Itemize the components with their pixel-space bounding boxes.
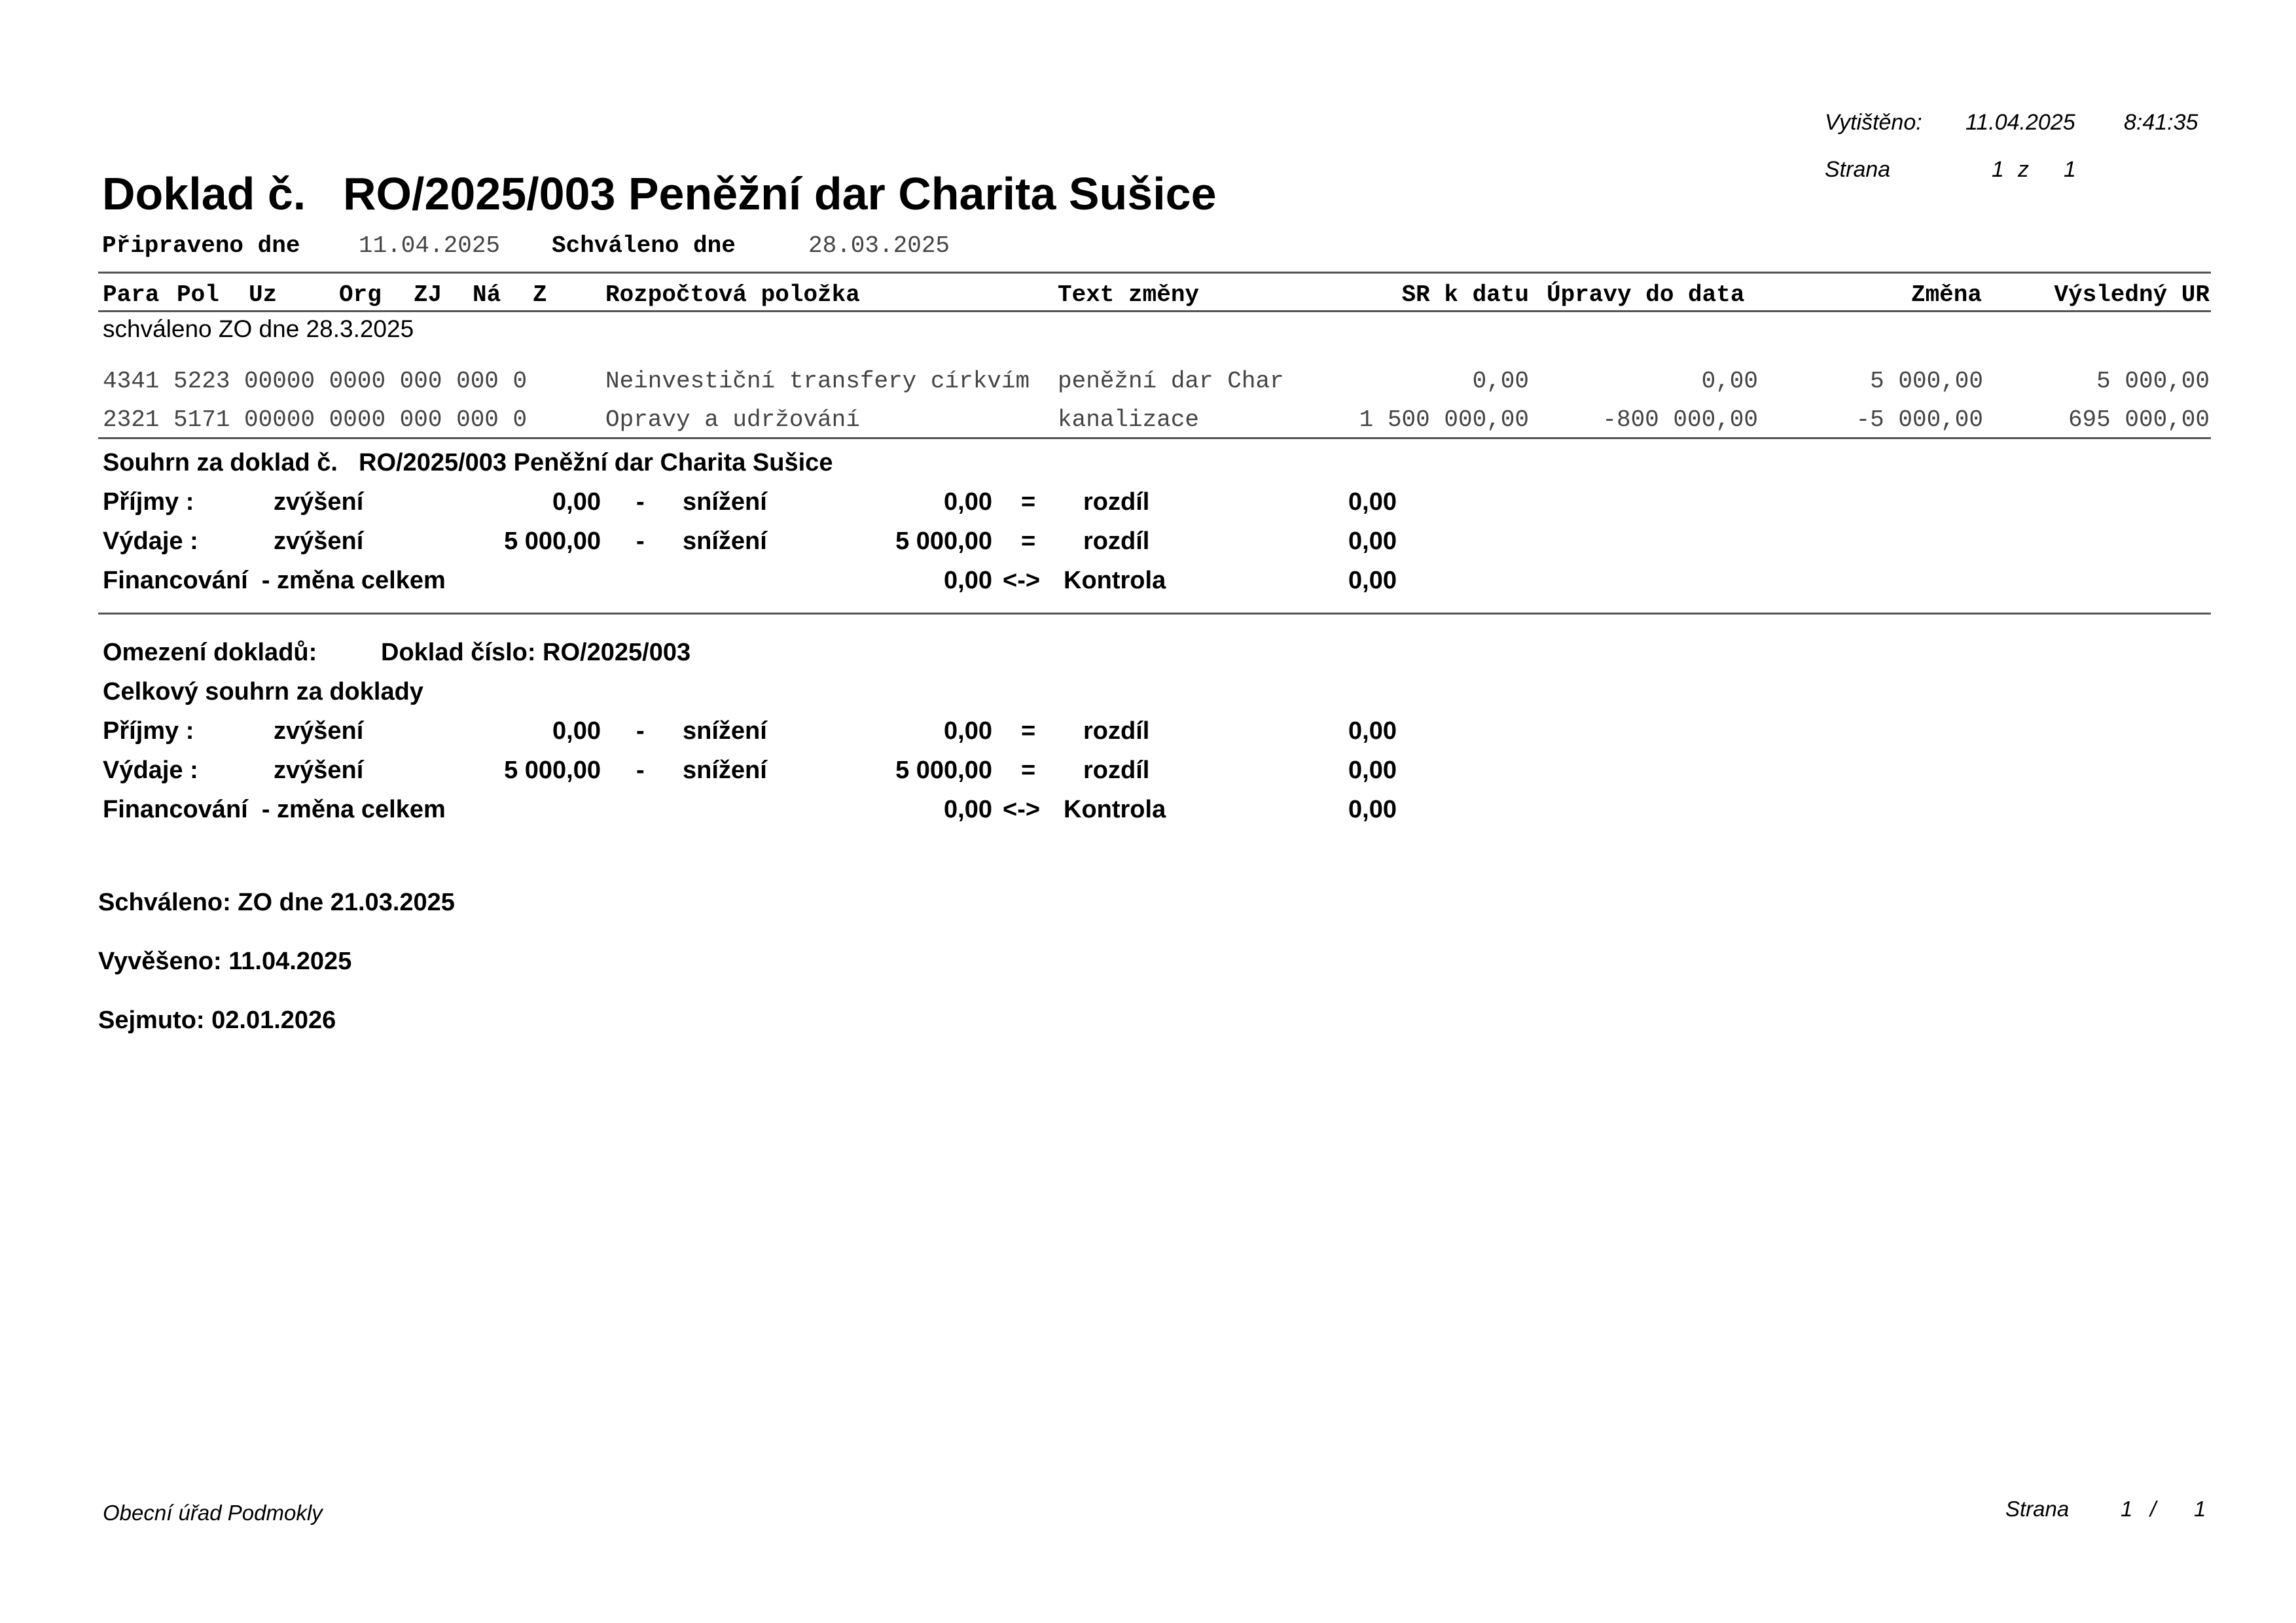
- col-ur: Výsledný UR: [2054, 281, 2210, 308]
- page-of: z: [2018, 157, 2029, 182]
- summary-rule: [98, 613, 2211, 615]
- col-upravy: Úpravy do data: [1547, 281, 1745, 308]
- restriction-label: Omezení dokladů:: [103, 639, 317, 666]
- equals-sign: =: [1021, 717, 1036, 745]
- note-schvaleno: Schváleno: ZO dne 21.03.2025: [98, 889, 455, 916]
- col-zj: ZJ: [414, 281, 442, 308]
- kontrola-label: Kontrola: [1064, 796, 1166, 823]
- row-ur: 695 000,00: [2068, 406, 2210, 433]
- minus-sign: -: [636, 757, 645, 784]
- footer-office: Obecní úřad Podmokly: [103, 1501, 323, 1525]
- minus-sign: -: [636, 488, 645, 516]
- row-item: Opravy a udržování: [605, 406, 860, 433]
- table-header-rule: [98, 310, 2211, 312]
- row-zmena: -5 000,00: [1856, 406, 1983, 433]
- equals-sign: =: [1021, 527, 1036, 555]
- row-codes: 2321 5171 00000 0000 000 000 0: [103, 406, 528, 433]
- dec-value: 5 000,00: [895, 527, 992, 555]
- arrow-sign: <->: [1003, 796, 1041, 823]
- kontrola-value: 0,00: [1348, 796, 1397, 823]
- financovani-label: Financování - změna celkem: [103, 796, 446, 823]
- financovani-value: 0,00: [944, 567, 992, 594]
- printed-label: Vytištěno:: [1825, 110, 1922, 135]
- footer-page-total: 1: [2194, 1497, 2206, 1521]
- col-item: Rozpočtová položka: [605, 281, 860, 308]
- kontrola-label: Kontrola: [1064, 567, 1166, 594]
- vydaje-label: Výdaje :: [103, 527, 198, 555]
- dec-value: 0,00: [944, 717, 992, 745]
- table-top-rule: [98, 272, 2211, 274]
- row-codes: 4341 5223 00000 0000 000 000 0: [103, 368, 528, 395]
- diff-label: rozdíl: [1083, 527, 1150, 555]
- summary-title: RO/2025/003 Peněžní dar Charita Sušice: [359, 449, 833, 476]
- equals-sign: =: [1021, 488, 1036, 516]
- diff-value: 0,00: [1348, 527, 1397, 555]
- diff-label: rozdíl: [1083, 488, 1150, 516]
- page-number: 1: [1992, 157, 2004, 182]
- col-para: Para: [103, 281, 160, 308]
- col-na: Ná: [473, 281, 501, 308]
- doc-title-prefix: Doklad č.: [102, 168, 306, 219]
- page-total: 1: [2064, 157, 2076, 182]
- row-upravy: 0,00: [1701, 368, 1758, 395]
- printed-date: 11.04.2025: [1965, 110, 2075, 135]
- equals-sign: =: [1021, 757, 1036, 784]
- footer-page-num: 1: [2121, 1497, 2133, 1521]
- row-upravy: -800 000,00: [1602, 406, 1758, 433]
- prepared-date: 11.04.2025: [359, 232, 501, 259]
- dec-value: 5 000,00: [895, 757, 992, 784]
- inc-value: 0,00: [552, 717, 601, 745]
- approved-label: Schváleno dne: [552, 232, 736, 259]
- inc-label: zvýšení: [274, 757, 364, 784]
- dec-label: snížení: [683, 488, 767, 516]
- minus-sign: -: [636, 717, 645, 745]
- diff-value: 0,00: [1348, 488, 1397, 516]
- printed-time: 8:41:35: [2124, 110, 2198, 135]
- col-zmena: Změna: [1910, 281, 1982, 308]
- dec-value: 0,00: [944, 488, 992, 516]
- vydaje-label: Výdaje :: [103, 757, 198, 784]
- row-sr: 0,00: [1472, 368, 1529, 395]
- page-label: Strana: [1825, 157, 1891, 182]
- kontrola-value: 0,00: [1348, 567, 1397, 594]
- inc-label: zvýšení: [274, 488, 364, 516]
- col-sr: SR k datu: [1401, 281, 1529, 308]
- inc-value: 5 000,00: [504, 527, 601, 555]
- note-vyveseno: Vyvěšeno: 11.04.2025: [98, 948, 352, 975]
- dec-label: snížení: [683, 527, 767, 555]
- financovani-value: 0,00: [944, 796, 992, 823]
- row-text: kanalizace: [1058, 406, 1200, 433]
- restriction-value: Doklad číslo: RO/2025/003: [381, 639, 691, 666]
- summary-title-prefix: Souhrn za doklad č.: [103, 449, 338, 476]
- dec-label: snížení: [683, 757, 767, 784]
- row-item: Neinvestiční transfery církvím: [605, 368, 1030, 395]
- inc-label: zvýšení: [274, 717, 364, 745]
- diff-value: 0,00: [1348, 717, 1397, 745]
- row-text: peněžní dar Char: [1058, 368, 1284, 395]
- inc-label: zvýšení: [274, 527, 364, 555]
- diff-label: rozdíl: [1083, 757, 1150, 784]
- footer-sep: /: [2150, 1497, 2157, 1521]
- col-z: Z: [533, 281, 547, 308]
- col-text: Text změny: [1058, 281, 1200, 308]
- prijmy-label: Příjmy :: [103, 717, 194, 745]
- total-title: Celkový souhrn za doklady: [103, 678, 423, 705]
- row-sr: 1 500 000,00: [1359, 406, 1529, 433]
- col-pol: Pol: [177, 281, 219, 308]
- minus-sign: -: [636, 527, 645, 555]
- row-ur: 5 000,00: [2096, 368, 2210, 395]
- col-org: Org: [339, 281, 382, 308]
- diff-label: rozdíl: [1083, 717, 1150, 745]
- col-uz: Uz: [249, 281, 278, 308]
- inc-value: 0,00: [552, 488, 601, 516]
- dec-label: snížení: [683, 717, 767, 745]
- row-zmena: 5 000,00: [1870, 368, 1983, 395]
- table-note: schváleno ZO dne 28.3.2025: [103, 315, 414, 342]
- financovani-label: Financování - změna celkem: [103, 567, 446, 594]
- approved-date: 28.03.2025: [808, 232, 950, 259]
- prepared-label: Připraveno dne: [102, 232, 300, 259]
- footer-page-label: Strana: [2005, 1497, 2070, 1521]
- diff-value: 0,00: [1348, 757, 1397, 784]
- table-bottom-rule: [98, 437, 2211, 439]
- arrow-sign: <->: [1003, 567, 1041, 594]
- doc-title: RO/2025/003 Peněžní dar Charita Sušice: [343, 168, 1217, 219]
- note-sejmuto: Sejmuto: 02.01.2026: [98, 1007, 336, 1034]
- inc-value: 5 000,00: [504, 757, 601, 784]
- prijmy-label: Příjmy :: [103, 488, 194, 516]
